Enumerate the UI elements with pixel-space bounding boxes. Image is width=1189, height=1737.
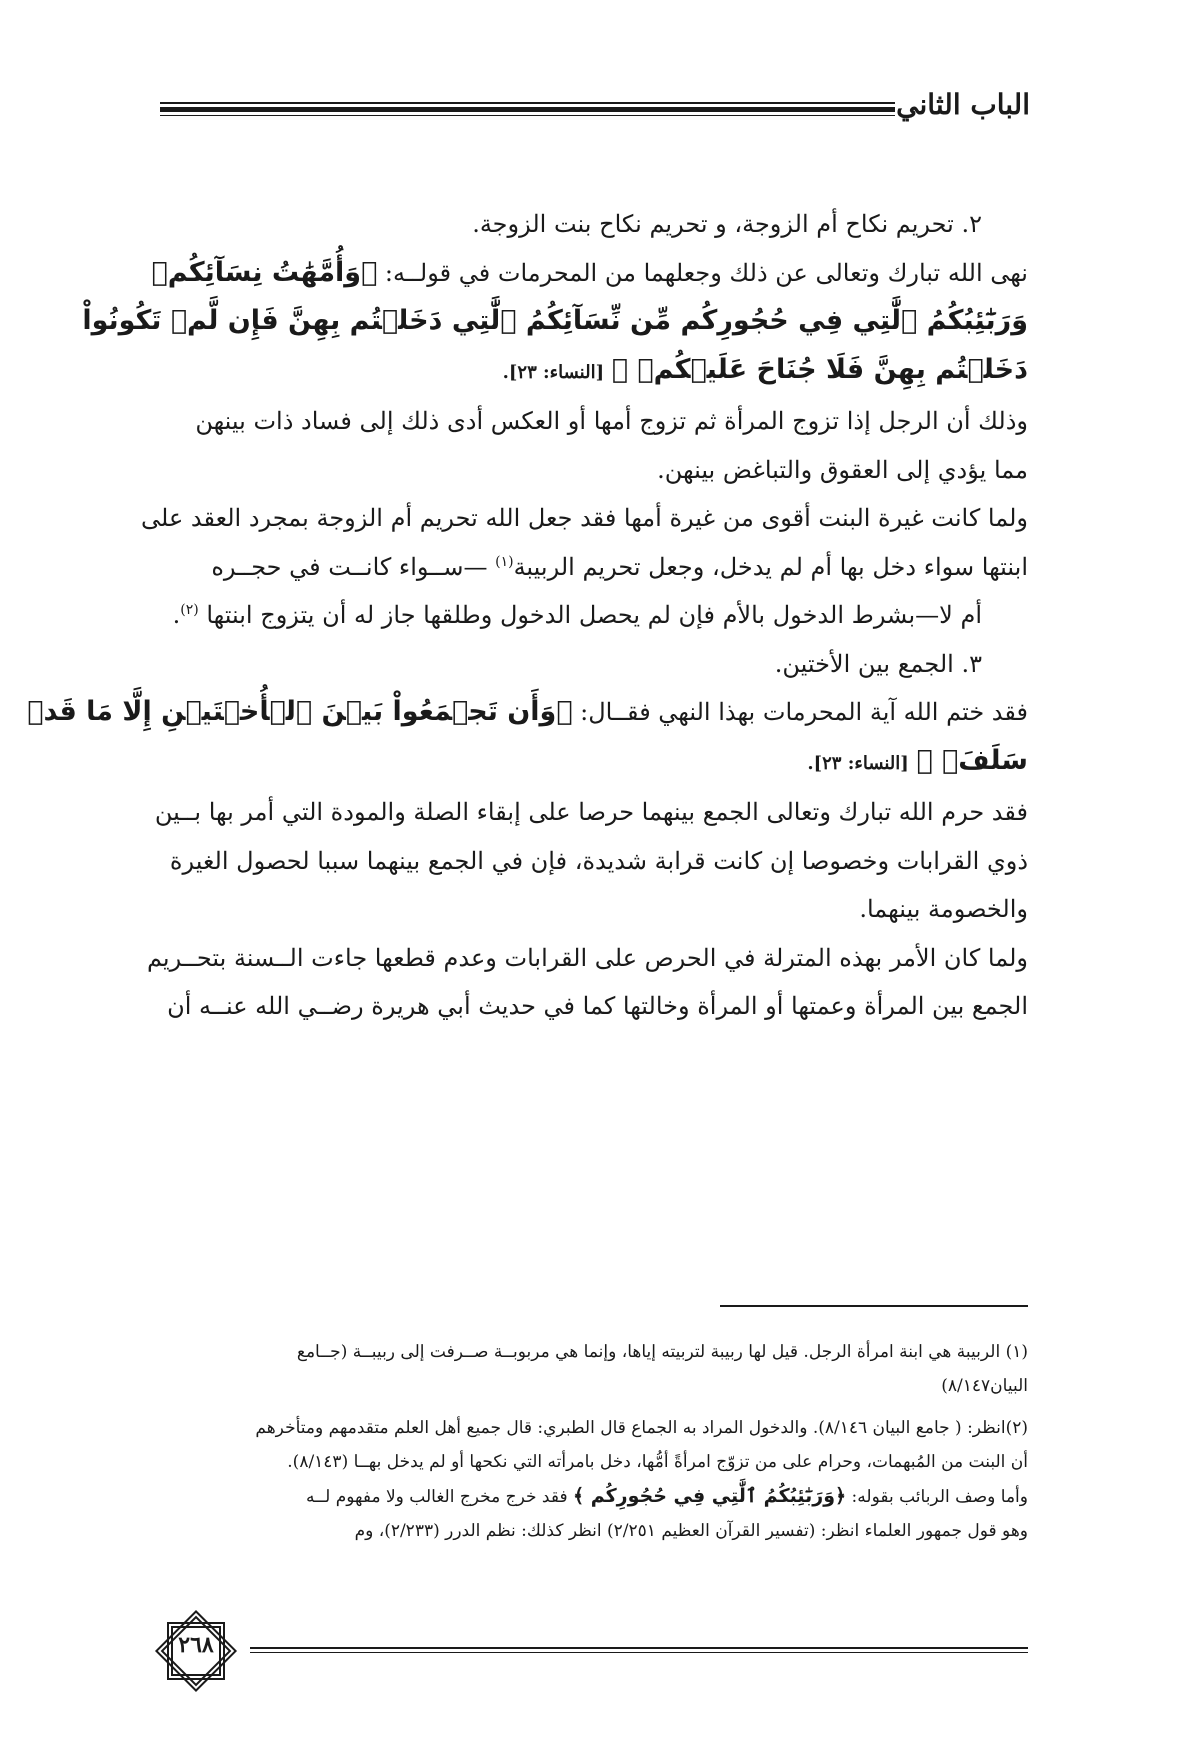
- quran-verse: ﴿وَأُمَّهَٰتُ نِسَآئِكُمۡ: [151, 256, 378, 288]
- paragraph-text: .: [172, 601, 181, 629]
- footnote-separator: [720, 1305, 1028, 1307]
- paragraph-text: أم لا—بشرط الدخول بالأم فإن لم يحصل الدخول وطلقها جاز له أن يتزوج ابنتها: [198, 601, 982, 629]
- paragraph-line: ولما كانت غيرة البنت أقوى من غيرة أمها فقد جعل الله تحريم أم الزوجة بمجرد العقد على: [141, 504, 1028, 532]
- paragraph-line: [148, 737, 1028, 789]
- section-3-heading: ٣. الجمع بين الأختين.: [774, 649, 982, 678]
- paragraph-line: الجمع بين المرأة وعمتها أو المرأة وخالتها كما في حديث أبي هريرة رضــي الله عنــه أن: [167, 992, 1028, 1020]
- section-2-heading: ٢. تحريم نكاح أم الزوجة، و تحريم نكاح بنت الزوجة.: [472, 210, 982, 238]
- main-text: [27, 200, 1028, 1031]
- paragraph-line: فقد حرم الله تبارك وتعالى الجمع بينهما حرصا على إبقاء الصلة والمودة التي أمر بها بــين: [154, 798, 1028, 826]
- quran-verse: دَخَلۡتُم بِهِنَّ فَلَا جُنَاحَ عَلَيۡكُمۡ ﴾: [611, 353, 1028, 385]
- paragraph-text: —ســواء كانــت في حجــره: [211, 552, 496, 581]
- footnote-line: (٢)انظر: ( جامع البيان ٨/١٤٦). والدخول المراد به الجماع قال الطبري: قال جميع أهل العلم متقدمهم ومتأخرهم: [255, 1418, 1028, 1438]
- paragraph-line: [148, 346, 1028, 398]
- paragraph-line: [148, 543, 1028, 592]
- page-number: ٢٦٨: [178, 1632, 214, 1658]
- paragraph-text: نهى الله تبارك وتعالى عن ذلك وجعلهما من المحرمات في قولــه:: [377, 258, 1028, 287]
- paragraph-text: فقد ختم الله آية المحرمات بهذا النهي فقــال:: [572, 698, 1028, 726]
- footnotes: [148, 1335, 1028, 1556]
- quran-verse: ﴿وَأَن تَجۡمَعُواْ بَيۡنَ ٱلۡأُخۡتَيۡنِ إِلَّا مَا قَدۡ: [27, 696, 573, 727]
- paragraph-line: [148, 591, 1028, 640]
- quran-verse: ﴿وَرَبَٰٓئِبُكُمُ ٱلَّٰتِي فِي حُجُورِكُم ﴾: [572, 1485, 847, 1507]
- footnote-2: [148, 1411, 1028, 1548]
- paragraph-line: [148, 249, 1028, 298]
- footnote-text: وأما وصف الربائب بقوله:: [846, 1487, 1028, 1507]
- paragraph-line: [27, 688, 1028, 737]
- footnote-line: أن البنت من المُبهمات، وحرام على من تزوّج امرأةً أمُّها، دخل بامرأته التي نكحها أو لم يدخل بهــا (٨/١٤٣).: [287, 1452, 1028, 1472]
- quran-verse: وَرَبَٰٓئِبُكُمُ ٱلَّٰتِي فِي حُجُورِكُم مِّن نِّسَآئِكُمُ ٱلَّٰتِي دَخَلۡتُم بِهِنَّ فَإِن لَّمۡ تَكُونُواْ: [82, 305, 1028, 336]
- footer-rule: [250, 1647, 1028, 1649]
- footer-rule-thin: [250, 1652, 1028, 1653]
- header-rule: [160, 102, 895, 104]
- footnote-line: وهو قول جمهور العلماء انظر: (تفسير القرآن العظيم ٢/٢٥١) انظر كذلك: نظم الدرر (٢/٢٣٣)، وم: [354, 1521, 1028, 1541]
- paragraph-line: والخصومة بينهما.: [859, 895, 1028, 923]
- chapter-title: الباب الثاني: [896, 88, 1030, 121]
- footnote-line: (١) الربيبة هي ابنة امرأة الرجل. قيل لها ربيبة لتربيته إياها، وإنما هي مربوبــة صــرفت إلى ربيبــة (جــامع: [296, 1342, 1028, 1362]
- paragraph-line: وذلك أن الرجل إذا تزوج المرأة ثم تزوج أمها أو العكس أدى ذلك إلى فساد ذات بينهن: [195, 407, 1028, 435]
- paragraph-line: ذوي القرابات وخصوصا إن كانت قرابة شديدة، فإن في الجمع بينهما سببا لحصول الغيرة: [169, 846, 1028, 875]
- paragraph-text: ابنتها سواء دخل بها أم لم يدخل، وجعل تحريم الربيبة: [513, 552, 1028, 581]
- verse-reference: [النساء: ٢٣].: [502, 361, 605, 383]
- page-header: [160, 88, 1030, 128]
- header-rule-thick: [160, 107, 895, 112]
- paragraph-line: ولما كان الأمر بهذه المترلة في الحرص على القرابات وعدم قطعها جاءت الــسنة بتحــريم: [146, 943, 1028, 972]
- header-rule-bottom: [160, 115, 895, 116]
- paragraph-line: مما يؤدي إلى العقوق والتباغض بينهن.: [657, 455, 1028, 484]
- footnote-text: فقد خرج مخرج الغالب ولا مفهوم لــه: [306, 1487, 573, 1507]
- footnote-marker-1[interactable]: (١): [495, 553, 514, 570]
- footnote-line: البيان٨/١٤٧): [941, 1376, 1028, 1396]
- footnote-1: [148, 1335, 1028, 1403]
- footnote-marker-2[interactable]: (٢): [180, 602, 199, 618]
- quran-verse: سَلَفَۗ ﴾: [916, 744, 1028, 776]
- verse-reference: [النساء: ٢٣].: [807, 752, 909, 774]
- footnote-line: [148, 1479, 1028, 1514]
